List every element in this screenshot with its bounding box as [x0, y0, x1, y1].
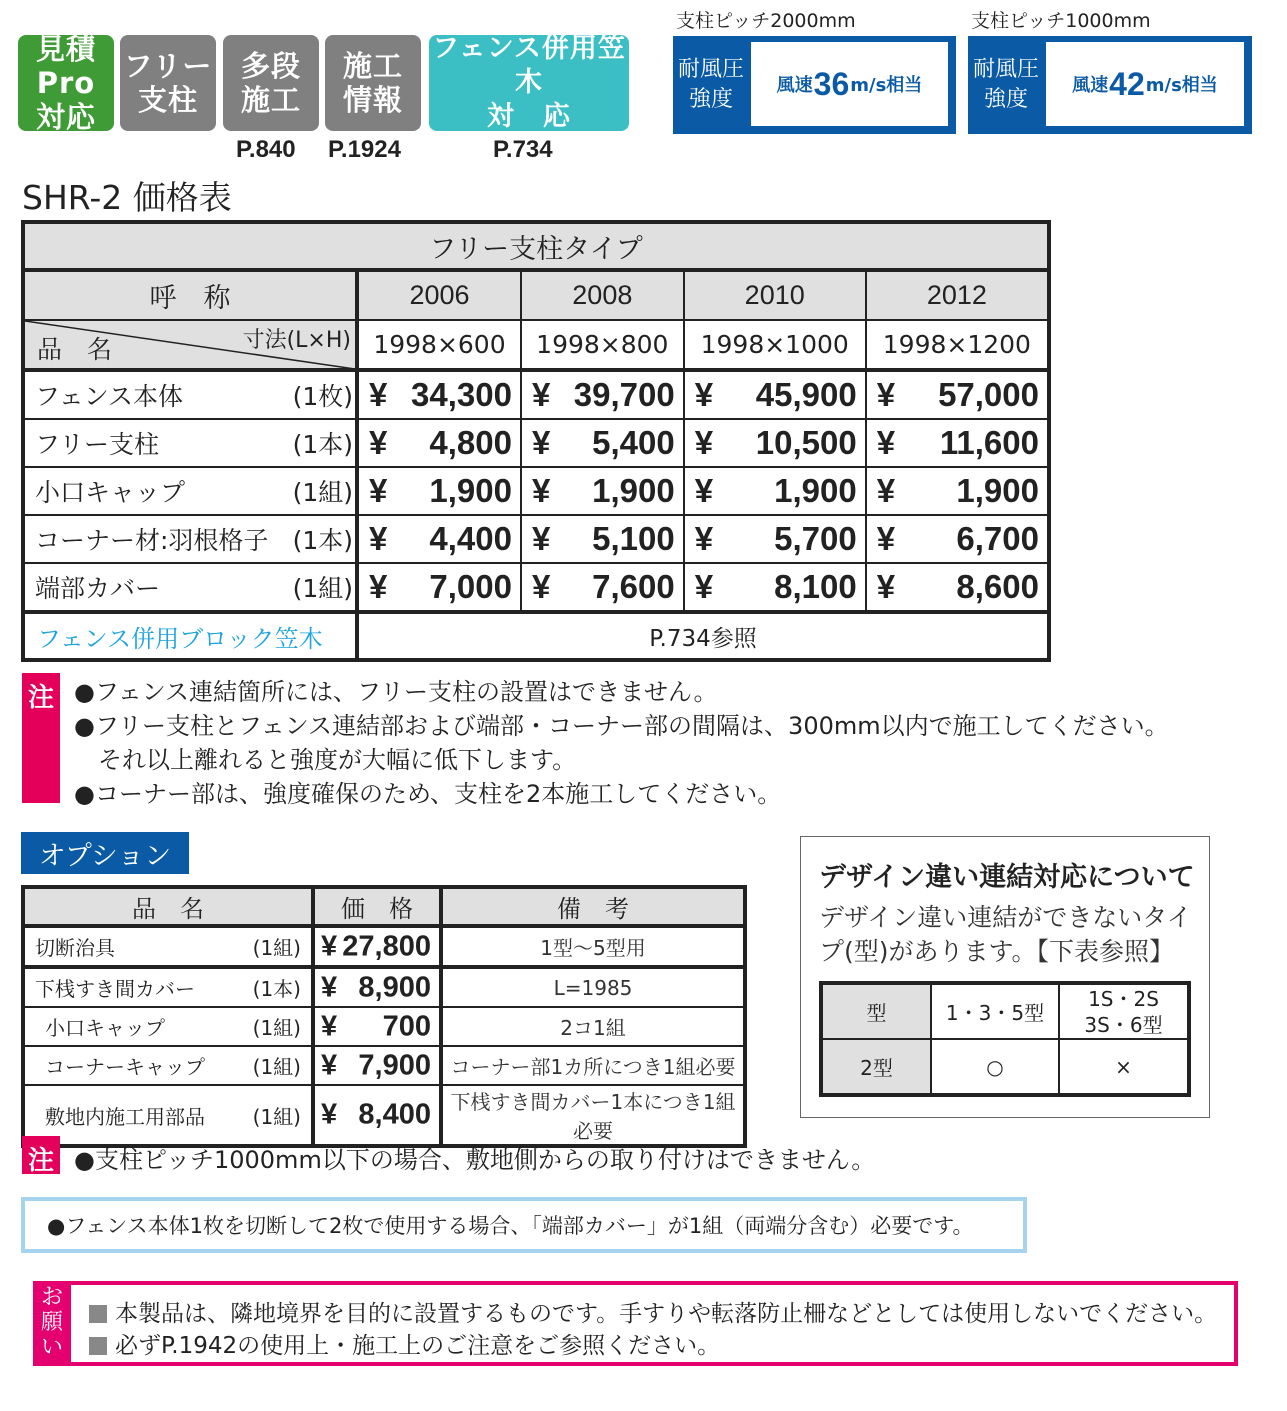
page-ref-tiered: P.840 [236, 136, 296, 163]
option-price: ¥ 27,800 [313, 926, 441, 967]
product-unit: (1本) [292, 526, 353, 555]
design-description: デザイン違い連結ができないタイプ(型)があります。【下表参照】 [819, 903, 1192, 966]
options-header-price: 価 格 [313, 887, 441, 926]
option-note: 2コ1組 [441, 1007, 745, 1046]
model-header: 2006 [357, 270, 521, 320]
price-cell: ¥ 34,300 [357, 370, 521, 419]
table-row [23, 563, 1049, 612]
product-unit: (1組) [292, 478, 353, 507]
badge-fence-coping: フェンス併用笠木 対 応 [429, 35, 629, 131]
price-cell: ¥ 39,700 [521, 370, 684, 419]
price-cell: ¥ 5,400 [521, 419, 684, 467]
page-ref-construction: P.1924 [328, 136, 401, 163]
call-name-header: 呼 称 [23, 270, 357, 320]
table-row [23, 419, 1049, 467]
option-name: 下桟すき間カバー [35, 977, 195, 1001]
size-value: 1998×1200 [866, 320, 1049, 370]
price-cell: ¥ 8,100 [684, 563, 866, 612]
note-line: ●フェンス連結箇所には、フリー支柱の設置はできません。 [74, 678, 718, 706]
info-box: ●フェンス本体1枚を切断して2枚で使用する場合、「端部カバー」が1組（両端分含む）必要です。 [21, 1197, 1027, 1253]
table-row [23, 1046, 745, 1085]
model-header: 2010 [684, 270, 866, 320]
warning-box [33, 1281, 1238, 1366]
design-title: デザイン違い連結対応について [819, 862, 1195, 893]
badge-mitsumori-pro: 見積Pro 対応 [18, 35, 114, 131]
price-cell: ¥ 1,900 [521, 467, 684, 515]
product-unit: (1枚) [292, 382, 353, 411]
option-price: ¥ 8,400 [313, 1085, 441, 1146]
table-row [23, 467, 1049, 515]
price-cell: ¥ 4,400 [357, 515, 521, 563]
note-line: ●フリー支柱とフェンス連結部および端部・コーナー部の間隔は、300mm以内で施工してください。 [74, 712, 1169, 740]
option-unit: (1組) [252, 1055, 301, 1079]
design-header-col1: 1・3・5型 [931, 983, 1059, 1039]
design-table [819, 981, 1191, 1097]
table-row [23, 926, 745, 967]
page-title: SHR-2 価格表 [22, 178, 232, 217]
product-name-label: 品 名 [37, 335, 113, 364]
product-name: フェンス本体 [35, 382, 184, 411]
product-name: コーナー材:羽根格子 [35, 526, 269, 555]
price-cell: ¥ 45,900 [684, 370, 866, 419]
option-price: ¥ 700 [313, 1007, 441, 1046]
size-value: 1998×1000 [684, 320, 866, 370]
option-name: コーナーキャップ [45, 1055, 205, 1079]
price-cell: ¥ 7,000 [357, 563, 521, 612]
table-band-title: フリー支柱タイプ [23, 222, 1049, 270]
option-note: コーナー部1カ所につき1組必要 [441, 1046, 745, 1085]
badge-construction-info: 施工 情報 [325, 35, 421, 131]
product-unit: (1本) [292, 430, 353, 459]
price-cell: ¥ 7,600 [521, 563, 684, 612]
pitch-label-1000: 支柱ピッチ1000mm [971, 10, 1151, 32]
square-bullet-icon [89, 1337, 107, 1355]
option-unit: (1組) [252, 1016, 301, 1040]
design-row-col1: ○ [931, 1039, 1059, 1095]
price-cell: ¥ 1,900 [357, 467, 521, 515]
options-header-name: 品 名 [23, 887, 313, 926]
size-label: 寸法(L×H) [242, 328, 351, 353]
price-table [21, 220, 1051, 662]
table-row [23, 1085, 745, 1146]
pitch-label-2000: 支柱ピッチ2000mm [676, 10, 856, 32]
coping-reference: P.734参照 [357, 612, 1049, 660]
design-row-col2: × [1059, 1039, 1189, 1095]
price-cell: ¥ 1,900 [684, 467, 866, 515]
product-name: 端部カバー [35, 574, 161, 603]
table-row [23, 370, 1049, 419]
note-line: ●コーナー部は、強度確保のため、支柱を2本施工してください。 [74, 780, 782, 808]
warning-mark: お 願 い [33, 1281, 71, 1366]
options-table [21, 885, 747, 1148]
options-header-note: 備 考 [441, 887, 745, 926]
design-row-type: 2型 [821, 1039, 931, 1095]
table-row [23, 967, 745, 1007]
wind-strength-2000 [673, 36, 956, 134]
price-cell: ¥ 11,600 [866, 419, 1049, 467]
note-mark: 注 [22, 673, 60, 803]
option-name: 敷地内施工用部品 [45, 1104, 205, 1129]
table-row [23, 515, 1049, 563]
option-price: ¥ 8,900 [313, 967, 441, 1007]
option-unit: (1本) [252, 977, 301, 1001]
price-cell: ¥ 8,600 [866, 563, 1049, 612]
option-unit: (1組) [252, 1104, 301, 1129]
size-value: 1998×600 [357, 320, 521, 370]
design-header-col2: 1S・2S 3S・6型 [1059, 983, 1189, 1039]
badge-free-post: フリー 支柱 [120, 35, 216, 131]
warning-line: 必ずP.1942の使用上・施工上のご注意をご参照ください。 [89, 1327, 720, 1360]
coping-link[interactable]: フェンス併用ブロック笠木 [23, 612, 357, 660]
model-header: 2012 [866, 270, 1049, 320]
price-cell: ¥ 4,800 [357, 419, 521, 467]
option-note: L=1985 [441, 967, 745, 1007]
wind-strength-label: 耐風圧 強度 [972, 57, 1039, 112]
option-note: 1型〜5型用 [441, 926, 745, 967]
model-header: 2008 [521, 270, 684, 320]
option-name: 切断治具 [35, 936, 115, 960]
price-cell: ¥ 5,100 [521, 515, 684, 563]
price-cell: ¥ 10,500 [684, 419, 866, 467]
warning-line: 本製品は、隣地境界を目的に設置するものです。手すりや転落防止柵などとしては使用しないでください。 [89, 1295, 1217, 1328]
product-unit: (1組) [292, 574, 353, 603]
table-row [23, 612, 1049, 660]
option-name: 小口キャップ [45, 1016, 165, 1040]
note-line: ●支柱ピッチ1000mm以下の場合、敷地側からの取り付けはできません。 [74, 1146, 876, 1174]
price-cell: ¥ 57,000 [866, 370, 1049, 419]
note-mark: 注 [22, 1136, 60, 1174]
option-unit: (1組) [252, 936, 301, 960]
product-name: 小口キャップ [35, 478, 186, 507]
price-cell: ¥ 5,700 [684, 515, 866, 563]
product-size-header [23, 320, 357, 370]
wind-strength-1000 [968, 36, 1252, 134]
options-title: オプション [21, 832, 189, 874]
wind-strength-label: 耐風圧 強度 [677, 57, 744, 112]
option-note: 下桟すき間カバー1本につき1組必要 [441, 1085, 745, 1146]
price-cell: ¥ 1,900 [866, 467, 1049, 515]
product-name: フリー支柱 [35, 430, 160, 459]
wind-speed-value: 風速 36 m/s相当 [751, 42, 948, 126]
option-price: ¥ 7,900 [313, 1046, 441, 1085]
price-cell: ¥ 6,700 [866, 515, 1049, 563]
note-line: それ以上離れると強度が大幅に低下します。 [98, 746, 577, 774]
design-compat-box [800, 836, 1210, 1118]
table-row [23, 1007, 745, 1046]
size-value: 1998×800 [521, 320, 684, 370]
square-bullet-icon [89, 1305, 107, 1323]
page-ref-coping: P.734 [493, 136, 553, 163]
design-header-type: 型 [821, 983, 931, 1039]
wind-speed-value: 風速 42 m/s相当 [1046, 42, 1244, 126]
badge-tiered: 多段 施工 [223, 35, 319, 131]
